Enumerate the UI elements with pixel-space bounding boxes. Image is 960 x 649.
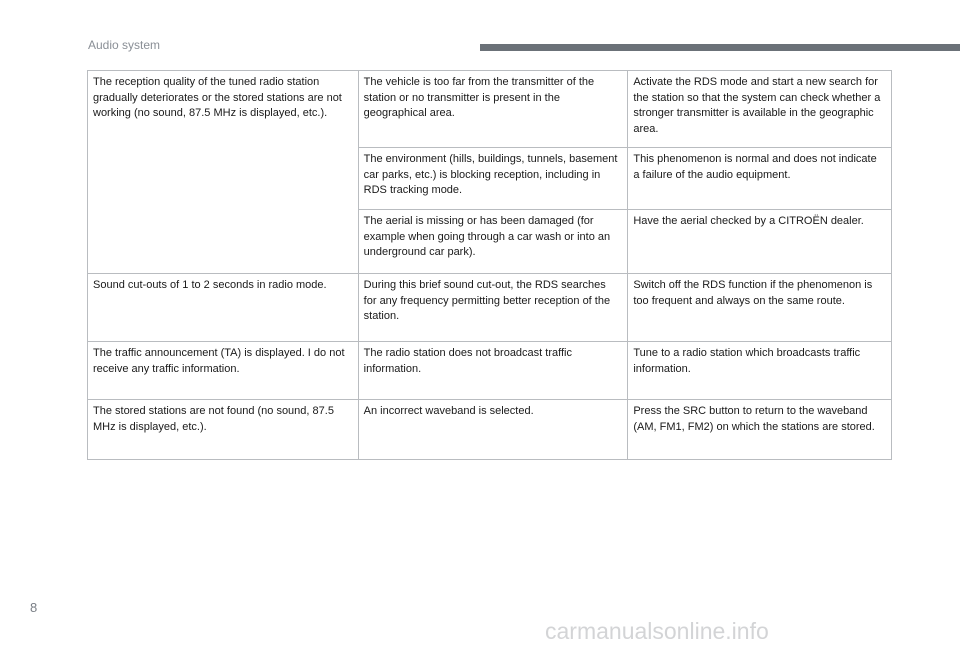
- header-bar: [480, 44, 960, 51]
- cause-cell: The aerial is missing or has been damaged (for example when going through a car wash or into an underground car park).: [358, 210, 628, 274]
- problem-cell: Sound cut-outs of 1 to 2 seconds in radio mode.: [88, 274, 359, 342]
- table-row: [88, 274, 892, 342]
- solution-cell: Have the aerial checked by a CITROËN dealer.: [628, 210, 892, 274]
- table-row: [88, 71, 892, 148]
- watermark: carmanualsonline.info: [545, 618, 769, 644]
- problem-cell: The reception quality of the tuned radio station gradually deteriorates or the stored stations are not working (no sound, 87.5 MHz is displayed, etc.).: [88, 71, 359, 274]
- table-row: [88, 342, 892, 400]
- problem-cell: The stored stations are not found (no sound, 87.5 MHz is displayed, etc.).: [88, 400, 359, 460]
- cause-cell: During this brief sound cut-out, the RDS searches for any frequency permitting better reception of the station.: [358, 274, 628, 342]
- solution-cell: This phenomenon is normal and does not indicate a failure of the audio equipment.: [628, 148, 892, 210]
- solution-cell: Activate the RDS mode and start a new search for the station so that the system can check whether a stronger transmitter is available in the geographic area.: [628, 71, 892, 148]
- cause-cell: An incorrect waveband is selected.: [358, 400, 628, 460]
- cause-cell: The radio station does not broadcast traffic information.: [358, 342, 628, 400]
- table-row: [88, 400, 892, 460]
- solution-cell: Switch off the RDS function if the phenomenon is too frequent and always on the same route.: [628, 274, 892, 342]
- page-number: 8: [30, 600, 38, 615]
- section-title: Audio system: [88, 38, 161, 52]
- solution-cell: Tune to a radio station which broadcasts traffic information.: [628, 342, 892, 400]
- troubleshooting-table: [87, 70, 892, 460]
- problem-cell: The traffic announcement (TA) is displayed. I do not receive any traffic information.: [88, 342, 359, 400]
- cause-cell: The environment (hills, buildings, tunnels, basement car parks, etc.) is blocking reception, including in RDS tracking mode.: [358, 148, 628, 210]
- cause-cell: The vehicle is too far from the transmitter of the station or no transmitter is present in the geographical area.: [358, 71, 628, 148]
- solution-cell: Press the SRC button to return to the waveband (AM, FM1, FM2) on which the stations are stored.: [628, 400, 892, 460]
